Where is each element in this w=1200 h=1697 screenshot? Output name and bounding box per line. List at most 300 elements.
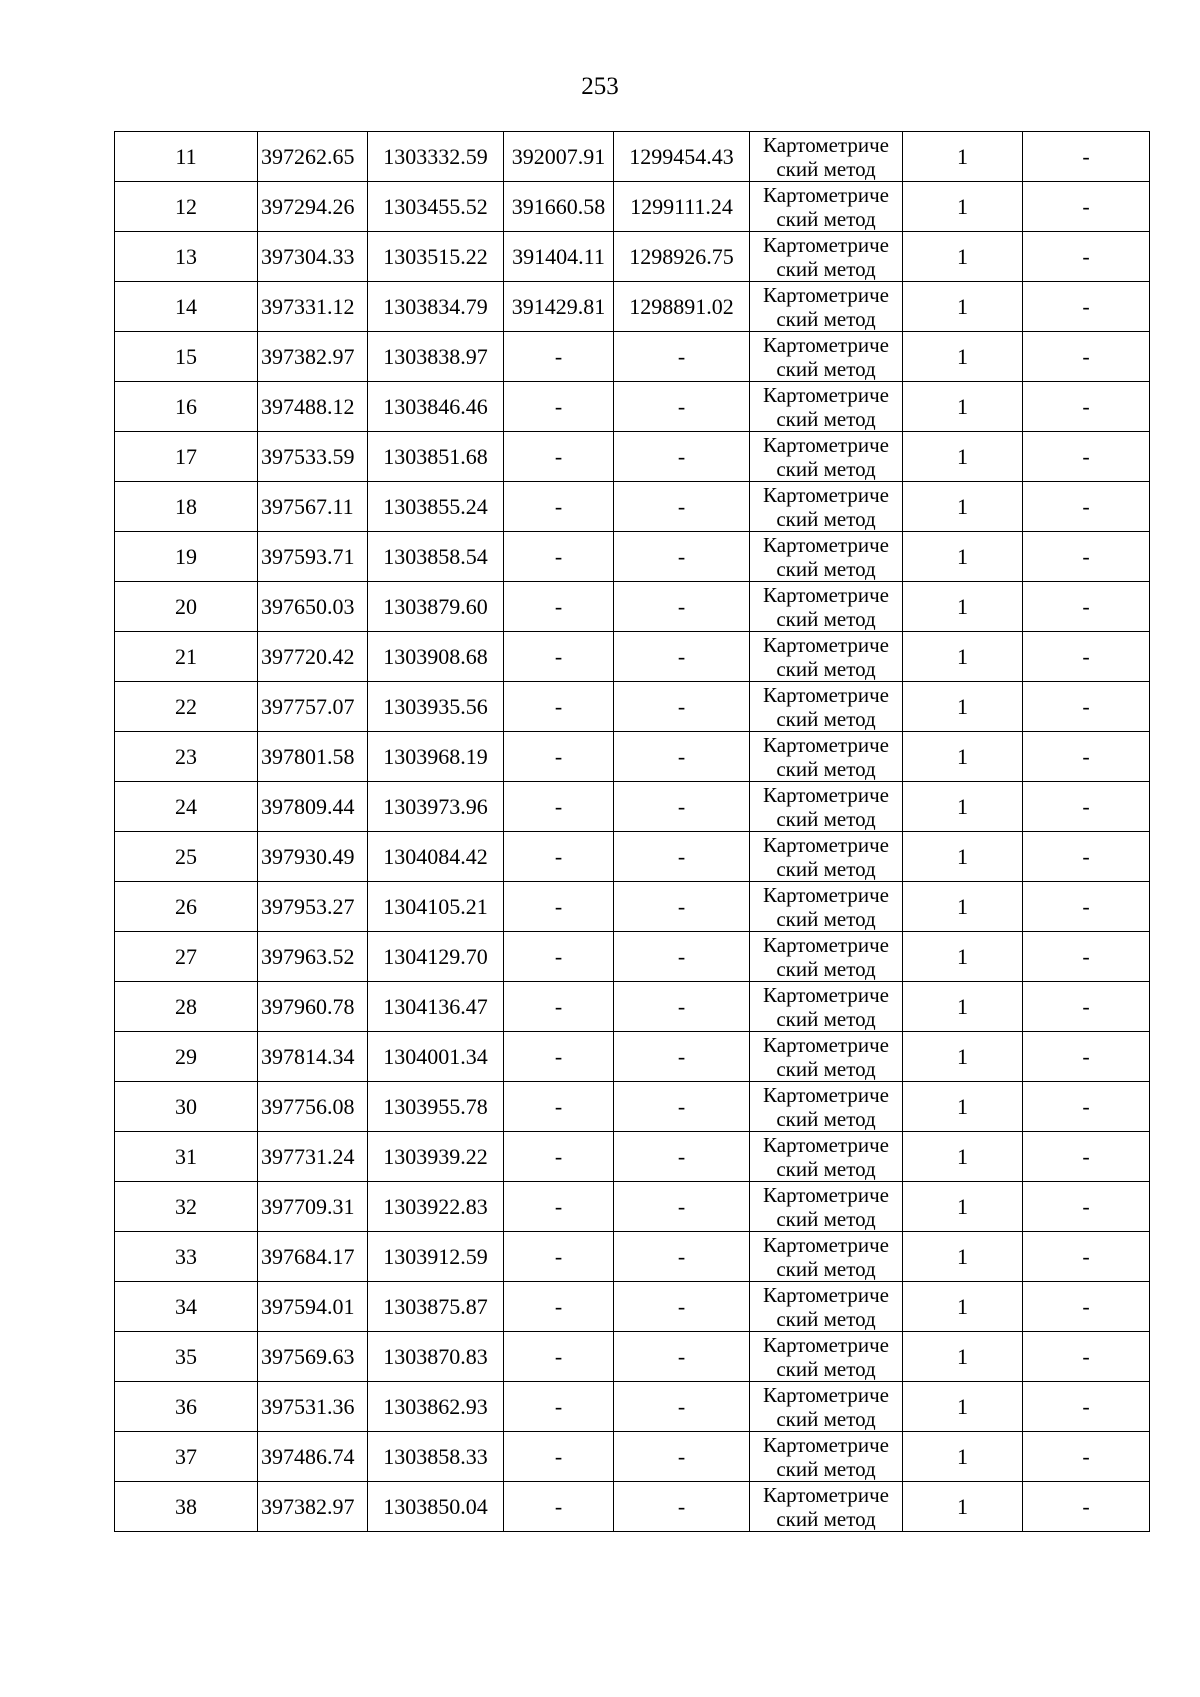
x-old-coordinate-cell: 391660.58 — [504, 182, 614, 232]
table-row — [115, 1332, 1150, 1382]
y-coordinate-cell: 1303875.87 — [368, 1282, 504, 1332]
accuracy-cell: 1 — [903, 932, 1023, 982]
method-text — [750, 982, 902, 1031]
table-row — [115, 582, 1150, 632]
table-row — [115, 1282, 1150, 1332]
method-line-2: ский метод — [776, 1107, 876, 1131]
x-coordinate-cell: 397304.33 — [258, 232, 368, 282]
method-text — [750, 182, 902, 231]
method-text — [750, 382, 902, 431]
method-line-2: ский метод — [776, 407, 876, 431]
method-line-1: Картометриче — [763, 633, 889, 657]
method-cell — [750, 282, 903, 332]
point-number-cell: 35 — [115, 1332, 258, 1382]
method-line-2: ский метод — [776, 707, 876, 731]
table-row — [115, 332, 1150, 382]
table-row — [115, 282, 1150, 332]
table-row — [115, 632, 1150, 682]
y-coordinate-cell: 1303838.97 — [368, 332, 504, 382]
method-text — [750, 1032, 902, 1081]
x-old-coordinate-cell: - — [504, 982, 614, 1032]
y-coordinate-cell: 1303834.79 — [368, 282, 504, 332]
method-line-2: ский метод — [776, 907, 876, 931]
x-coordinate-cell: 397809.44 — [258, 782, 368, 832]
accuracy-cell: 1 — [903, 1382, 1023, 1432]
y-old-coordinate-cell: 1298891.02 — [614, 282, 750, 332]
y-coordinate-cell: 1303455.52 — [368, 182, 504, 232]
note-cell: - — [1023, 1032, 1150, 1082]
y-coordinate-cell: 1303870.83 — [368, 1332, 504, 1382]
note-cell: - — [1023, 132, 1150, 182]
x-coordinate-cell: 397709.31 — [258, 1182, 368, 1232]
note-cell: - — [1023, 832, 1150, 882]
point-number-cell: 34 — [115, 1282, 258, 1332]
coordinates-table — [114, 131, 1150, 1532]
method-line-2: ский метод — [776, 1307, 876, 1331]
note-cell: - — [1023, 882, 1150, 932]
accuracy-cell: 1 — [903, 182, 1023, 232]
x-old-coordinate-cell: - — [504, 832, 614, 882]
note-cell: - — [1023, 932, 1150, 982]
method-line-1: Картометриче — [763, 283, 889, 307]
point-number-cell: 23 — [115, 732, 258, 782]
x-coordinate-cell: 397963.52 — [258, 932, 368, 982]
method-line-1: Картометриче — [763, 133, 889, 157]
method-text — [750, 232, 902, 281]
accuracy-cell: 1 — [903, 882, 1023, 932]
accuracy-cell: 1 — [903, 1482, 1023, 1532]
x-coordinate-cell: 397594.01 — [258, 1282, 368, 1332]
accuracy-cell: 1 — [903, 682, 1023, 732]
point-number-cell: 11 — [115, 132, 258, 182]
x-coordinate-cell: 397531.36 — [258, 1382, 368, 1432]
point-number-cell: 18 — [115, 482, 258, 532]
point-number-cell: 16 — [115, 382, 258, 432]
y-coordinate-cell: 1303935.56 — [368, 682, 504, 732]
y-coordinate-cell: 1304105.21 — [368, 882, 504, 932]
x-coordinate-cell: 397756.08 — [258, 1082, 368, 1132]
point-number-cell: 17 — [115, 432, 258, 482]
method-line-1: Картометриче — [763, 1383, 889, 1407]
accuracy-cell: 1 — [903, 432, 1023, 482]
method-text — [750, 1332, 902, 1381]
point-number-cell: 25 — [115, 832, 258, 882]
table-row — [115, 732, 1150, 782]
note-cell: - — [1023, 382, 1150, 432]
table-row — [115, 132, 1150, 182]
accuracy-cell: 1 — [903, 1182, 1023, 1232]
x-coordinate-cell: 397382.97 — [258, 1482, 368, 1532]
method-text — [750, 482, 902, 531]
accuracy-cell: 1 — [903, 1232, 1023, 1282]
method-text — [750, 632, 902, 681]
method-line-2: ский метод — [776, 757, 876, 781]
y-coordinate-cell: 1303858.54 — [368, 532, 504, 582]
table-row — [115, 882, 1150, 932]
table-row — [115, 482, 1150, 532]
y-old-coordinate-cell: 1299454.43 — [614, 132, 750, 182]
x-coordinate-cell: 397331.12 — [258, 282, 368, 332]
y-coordinate-cell: 1303858.33 — [368, 1432, 504, 1482]
table-row — [115, 1132, 1150, 1182]
y-coordinate-cell: 1303851.68 — [368, 432, 504, 482]
x-old-coordinate-cell: - — [504, 532, 614, 582]
method-text — [750, 532, 902, 581]
table-row — [115, 1232, 1150, 1282]
note-cell: - — [1023, 1082, 1150, 1132]
method-line-1: Картометриче — [763, 1083, 889, 1107]
x-old-coordinate-cell: - — [504, 1482, 614, 1532]
x-old-coordinate-cell: - — [504, 1032, 614, 1082]
x-old-coordinate-cell: - — [504, 1432, 614, 1482]
x-old-coordinate-cell: - — [504, 1132, 614, 1182]
y-old-coordinate-cell: - — [614, 1282, 750, 1332]
method-cell — [750, 832, 903, 882]
method-line-2: ский метод — [776, 307, 876, 331]
method-line-1: Картометриче — [763, 183, 889, 207]
method-line-1: Картометриче — [763, 1233, 889, 1257]
y-coordinate-cell: 1303855.24 — [368, 482, 504, 532]
table-row — [115, 1032, 1150, 1082]
method-cell — [750, 1332, 903, 1382]
note-cell: - — [1023, 332, 1150, 382]
point-number-cell: 13 — [115, 232, 258, 282]
page-number: 253 — [581, 73, 619, 100]
y-old-coordinate-cell: - — [614, 332, 750, 382]
method-line-1: Картометриче — [763, 1033, 889, 1057]
x-old-coordinate-cell: 391404.11 — [504, 232, 614, 282]
y-old-coordinate-cell: - — [614, 1132, 750, 1182]
method-line-1: Картометриче — [763, 1283, 889, 1307]
method-line-2: ский метод — [776, 607, 876, 631]
y-old-coordinate-cell: 1299111.24 — [614, 182, 750, 232]
note-cell: - — [1023, 732, 1150, 782]
method-line-2: ский метод — [776, 1057, 876, 1081]
method-line-1: Картометриче — [763, 1483, 889, 1507]
x-coordinate-cell: 397569.63 — [258, 1332, 368, 1382]
x-old-coordinate-cell: - — [504, 482, 614, 532]
x-coordinate-cell: 397684.17 — [258, 1232, 368, 1282]
method-line-1: Картометриче — [763, 733, 889, 757]
method-line-2: ский метод — [776, 1007, 876, 1031]
method-line-2: ский метод — [776, 1257, 876, 1281]
note-cell: - — [1023, 582, 1150, 632]
note-cell: - — [1023, 632, 1150, 682]
method-line-2: ский метод — [776, 557, 876, 581]
table-row — [115, 682, 1150, 732]
y-coordinate-cell: 1303879.60 — [368, 582, 504, 632]
y-old-coordinate-cell: - — [614, 1182, 750, 1232]
method-line-1: Картометриче — [763, 983, 889, 1007]
x-coordinate-cell: 397486.74 — [258, 1432, 368, 1482]
point-number-cell: 24 — [115, 782, 258, 832]
table-row — [115, 1182, 1150, 1232]
accuracy-cell: 1 — [903, 332, 1023, 382]
note-cell: - — [1023, 1132, 1150, 1182]
method-cell — [750, 782, 903, 832]
method-line-2: ский метод — [776, 457, 876, 481]
method-cell — [750, 982, 903, 1032]
y-old-coordinate-cell: - — [614, 682, 750, 732]
method-cell — [750, 582, 903, 632]
y-coordinate-cell: 1304129.70 — [368, 932, 504, 982]
method-cell — [750, 1032, 903, 1082]
y-old-coordinate-cell: - — [614, 432, 750, 482]
method-line-1: Картометриче — [763, 883, 889, 907]
method-text — [750, 282, 902, 331]
method-text — [750, 132, 902, 181]
x-old-coordinate-cell: 391429.81 — [504, 282, 614, 332]
method-line-2: ский метод — [776, 1407, 876, 1431]
method-cell — [750, 1082, 903, 1132]
x-old-coordinate-cell: - — [504, 1282, 614, 1332]
method-line-2: ский метод — [776, 357, 876, 381]
x-old-coordinate-cell: - — [504, 332, 614, 382]
x-old-coordinate-cell: - — [504, 732, 614, 782]
note-cell: - — [1023, 782, 1150, 832]
x-coordinate-cell: 397731.24 — [258, 1132, 368, 1182]
y-old-coordinate-cell: - — [614, 732, 750, 782]
method-line-2: ский метод — [776, 507, 876, 531]
method-cell — [750, 932, 903, 982]
method-line-2: ский метод — [776, 1357, 876, 1381]
method-line-1: Картометриче — [763, 1133, 889, 1157]
method-line-2: ский метод — [776, 957, 876, 981]
y-old-coordinate-cell: - — [614, 1082, 750, 1132]
method-line-1: Картометриче — [763, 1433, 889, 1457]
method-text — [750, 1382, 902, 1431]
table-row — [115, 1082, 1150, 1132]
method-cell — [750, 732, 903, 782]
method-cell — [750, 532, 903, 582]
point-number-cell: 38 — [115, 1482, 258, 1532]
method-line-1: Картометриче — [763, 1333, 889, 1357]
y-coordinate-cell: 1303908.68 — [368, 632, 504, 682]
table-row — [115, 382, 1150, 432]
method-line-1: Картометриче — [763, 383, 889, 407]
method-line-2: ский метод — [776, 657, 876, 681]
y-old-coordinate-cell: - — [614, 582, 750, 632]
table-body — [115, 132, 1150, 1532]
point-number-cell: 27 — [115, 932, 258, 982]
method-text — [750, 732, 902, 781]
x-coordinate-cell: 397382.97 — [258, 332, 368, 382]
table-row — [115, 1432, 1150, 1482]
method-cell — [750, 882, 903, 932]
point-number-cell: 36 — [115, 1382, 258, 1432]
note-cell: - — [1023, 532, 1150, 582]
y-coordinate-cell: 1304084.42 — [368, 832, 504, 882]
y-old-coordinate-cell: - — [614, 1432, 750, 1482]
note-cell: - — [1023, 1432, 1150, 1482]
accuracy-cell: 1 — [903, 832, 1023, 882]
method-line-2: ский метод — [776, 207, 876, 231]
x-coordinate-cell: 397262.65 — [258, 132, 368, 182]
note-cell: - — [1023, 1382, 1150, 1432]
method-line-1: Картометриче — [763, 233, 889, 257]
note-cell: - — [1023, 982, 1150, 1032]
point-number-cell: 20 — [115, 582, 258, 632]
point-number-cell: 28 — [115, 982, 258, 1032]
x-coordinate-cell: 397294.26 — [258, 182, 368, 232]
y-coordinate-cell: 1303862.93 — [368, 1382, 504, 1432]
y-old-coordinate-cell: - — [614, 632, 750, 682]
point-number-cell: 21 — [115, 632, 258, 682]
point-number-cell: 31 — [115, 1132, 258, 1182]
accuracy-cell: 1 — [903, 232, 1023, 282]
method-line-2: ский метод — [776, 857, 876, 881]
x-old-coordinate-cell: - — [504, 1382, 614, 1432]
table-row — [115, 1482, 1150, 1532]
x-coordinate-cell: 397567.11 — [258, 482, 368, 532]
method-cell — [750, 1232, 903, 1282]
note-cell: - — [1023, 1232, 1150, 1282]
method-line-2: ский метод — [776, 1457, 876, 1481]
y-old-coordinate-cell: - — [614, 832, 750, 882]
note-cell: - — [1023, 1482, 1150, 1532]
method-line-1: Картометриче — [763, 333, 889, 357]
x-coordinate-cell: 397930.49 — [258, 832, 368, 882]
method-text — [750, 1232, 902, 1281]
note-cell: - — [1023, 1282, 1150, 1332]
accuracy-cell: 1 — [903, 1132, 1023, 1182]
x-old-coordinate-cell: - — [504, 782, 614, 832]
table-row — [115, 432, 1150, 482]
accuracy-cell: 1 — [903, 782, 1023, 832]
accuracy-cell: 1 — [903, 582, 1023, 632]
note-cell: - — [1023, 1332, 1150, 1382]
y-old-coordinate-cell: - — [614, 1482, 750, 1532]
x-coordinate-cell: 397960.78 — [258, 982, 368, 1032]
x-old-coordinate-cell: - — [504, 582, 614, 632]
method-text — [750, 582, 902, 631]
method-line-1: Картометриче — [763, 483, 889, 507]
method-cell — [750, 1482, 903, 1532]
accuracy-cell: 1 — [903, 1082, 1023, 1132]
point-number-cell: 33 — [115, 1232, 258, 1282]
note-cell: - — [1023, 432, 1150, 482]
method-line-1: Картометриче — [763, 583, 889, 607]
y-old-coordinate-cell: - — [614, 932, 750, 982]
note-cell: - — [1023, 232, 1150, 282]
method-cell — [750, 1382, 903, 1432]
method-cell — [750, 1132, 903, 1182]
table-row — [115, 932, 1150, 982]
table-row — [115, 1382, 1150, 1432]
y-coordinate-cell: 1304136.47 — [368, 982, 504, 1032]
point-number-cell: 12 — [115, 182, 258, 232]
method-text — [750, 782, 902, 831]
method-text — [750, 1182, 902, 1231]
y-old-coordinate-cell: - — [614, 982, 750, 1032]
table-row — [115, 982, 1150, 1032]
method-line-2: ский метод — [776, 1207, 876, 1231]
accuracy-cell: 1 — [903, 1032, 1023, 1082]
y-old-coordinate-cell: - — [614, 1332, 750, 1382]
x-old-coordinate-cell: - — [504, 632, 614, 682]
x-coordinate-cell: 397488.12 — [258, 382, 368, 432]
method-cell — [750, 1432, 903, 1482]
y-old-coordinate-cell: - — [614, 782, 750, 832]
y-coordinate-cell: 1303939.22 — [368, 1132, 504, 1182]
point-number-cell: 37 — [115, 1432, 258, 1482]
y-coordinate-cell: 1303968.19 — [368, 732, 504, 782]
x-old-coordinate-cell: - — [504, 682, 614, 732]
point-number-cell: 30 — [115, 1082, 258, 1132]
method-text — [750, 1132, 902, 1181]
method-cell — [750, 632, 903, 682]
x-old-coordinate-cell: - — [504, 1082, 614, 1132]
method-line-2: ский метод — [776, 257, 876, 281]
accuracy-cell: 1 — [903, 732, 1023, 782]
point-number-cell: 19 — [115, 532, 258, 582]
method-text — [750, 832, 902, 881]
x-old-coordinate-cell: - — [504, 432, 614, 482]
x-old-coordinate-cell: - — [504, 932, 614, 982]
method-text — [750, 882, 902, 931]
x-coordinate-cell: 397720.42 — [258, 632, 368, 682]
method-line-1: Картометриче — [763, 1183, 889, 1207]
y-old-coordinate-cell: - — [614, 1382, 750, 1432]
x-coordinate-cell: 397757.07 — [258, 682, 368, 732]
method-cell — [750, 332, 903, 382]
y-old-coordinate-cell: - — [614, 482, 750, 532]
method-line-2: ский метод — [776, 1507, 876, 1531]
x-coordinate-cell: 397814.34 — [258, 1032, 368, 1082]
method-cell — [750, 182, 903, 232]
x-old-coordinate-cell: - — [504, 1332, 614, 1382]
y-coordinate-cell: 1303332.59 — [368, 132, 504, 182]
y-coordinate-cell: 1303922.83 — [368, 1182, 504, 1232]
method-cell — [750, 1182, 903, 1232]
y-old-coordinate-cell: - — [614, 882, 750, 932]
method-text — [750, 932, 902, 981]
method-cell — [750, 432, 903, 482]
point-number-cell: 14 — [115, 282, 258, 332]
y-coordinate-cell: 1303515.22 — [368, 232, 504, 282]
method-cell — [750, 132, 903, 182]
accuracy-cell: 1 — [903, 1332, 1023, 1382]
x-coordinate-cell: 397801.58 — [258, 732, 368, 782]
accuracy-cell: 1 — [903, 1282, 1023, 1332]
accuracy-cell: 1 — [903, 482, 1023, 532]
table-row — [115, 782, 1150, 832]
table-row — [115, 232, 1150, 282]
method-line-1: Картометриче — [763, 683, 889, 707]
method-cell — [750, 682, 903, 732]
point-number-cell: 26 — [115, 882, 258, 932]
table-row — [115, 832, 1150, 882]
method-line-2: ский метод — [776, 1157, 876, 1181]
y-old-coordinate-cell: - — [614, 1032, 750, 1082]
y-old-coordinate-cell: - — [614, 1232, 750, 1282]
note-cell: - — [1023, 482, 1150, 532]
note-cell: - — [1023, 682, 1150, 732]
y-coordinate-cell: 1303955.78 — [368, 1082, 504, 1132]
x-coordinate-cell: 397650.03 — [258, 582, 368, 632]
method-line-1: Картометриче — [763, 833, 889, 857]
y-old-coordinate-cell: - — [614, 532, 750, 582]
method-cell — [750, 382, 903, 432]
point-number-cell: 15 — [115, 332, 258, 382]
point-number-cell: 29 — [115, 1032, 258, 1082]
y-old-coordinate-cell: - — [614, 382, 750, 432]
accuracy-cell: 1 — [903, 282, 1023, 332]
y-coordinate-cell: 1303846.46 — [368, 382, 504, 432]
method-text — [750, 1482, 902, 1531]
x-old-coordinate-cell: 392007.91 — [504, 132, 614, 182]
accuracy-cell: 1 — [903, 382, 1023, 432]
